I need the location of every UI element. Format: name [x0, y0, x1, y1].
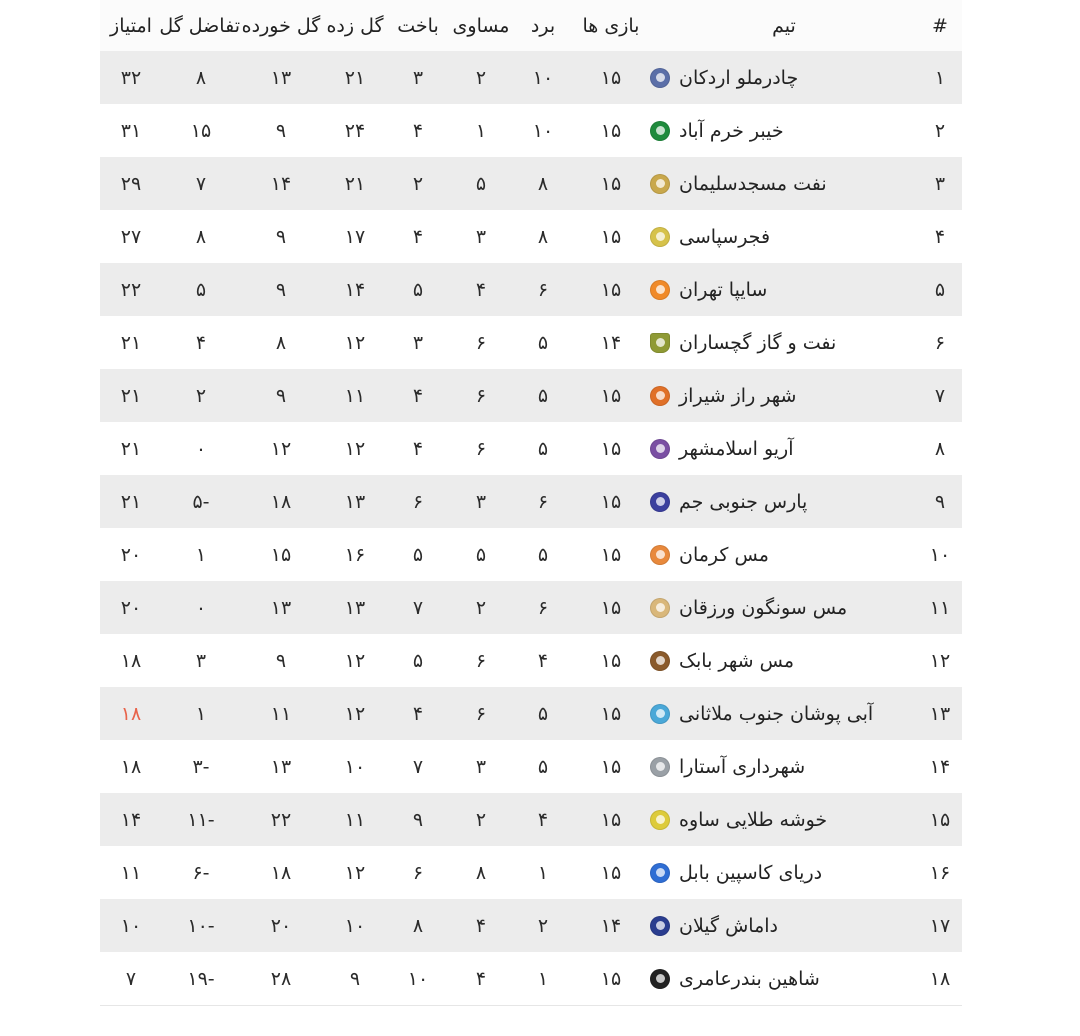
column-header-wins[interactable]: برد [514, 0, 572, 51]
team-entry [650, 634, 918, 687]
cell-goals-for: ۱۲ [322, 687, 388, 740]
cell-goal-diff: ۴ [162, 316, 240, 369]
cell-goals-for: ۱۰ [322, 899, 388, 952]
cell-goal-diff: ۱۵ [162, 104, 240, 157]
cell-goals-for: ۱۲ [322, 422, 388, 475]
cell-wins: ۸ [514, 210, 572, 263]
team-name: مس کرمان [679, 543, 769, 566]
cell-draws: ۴ [448, 899, 514, 952]
cell-draws: ۲ [448, 793, 514, 846]
cell-wins: ۴ [514, 793, 572, 846]
cell-draws: ۸ [448, 846, 514, 899]
table-row[interactable] [100, 793, 962, 846]
cell-losses: ۴ [388, 369, 448, 422]
cell-goals-against: ۲۲ [240, 793, 322, 846]
table-row[interactable] [100, 422, 962, 475]
cell-games: ۱۵ [572, 369, 650, 422]
column-header-losses[interactable]: باخت [388, 0, 448, 51]
cell-games: ۱۵ [572, 952, 650, 1006]
team-name: مس شهر بابک [679, 649, 795, 672]
crest-ario-icon [650, 439, 670, 459]
cell-rank: ۱۲ [918, 634, 962, 687]
team-entry [650, 581, 918, 634]
cell-goals-for: ۱۳ [322, 475, 388, 528]
cell-goals-against: ۱۵ [240, 528, 322, 581]
cell-wins: ۱۰ [514, 51, 572, 104]
team-name: پارس جنوبی جم [679, 490, 808, 513]
table-row[interactable] [100, 634, 962, 687]
team-entry [650, 422, 918, 475]
table-row[interactable] [100, 475, 962, 528]
cell-team[interactable] [650, 422, 918, 475]
cell-losses: ۳ [388, 51, 448, 104]
cell-draws: ۴ [448, 263, 514, 316]
cell-points: ۲۰ [100, 528, 162, 581]
crest-saipa-icon [650, 280, 670, 300]
cell-draws: ۳ [448, 475, 514, 528]
cell-goal-diff: ۰ [162, 581, 240, 634]
cell-goal-diff: ۸ [162, 51, 240, 104]
cell-rank: ۱۱ [918, 581, 962, 634]
cell-wins: ۶ [514, 581, 572, 634]
team-name: نفت و گاز گچساران [679, 331, 837, 354]
cell-draws: ۶ [448, 687, 514, 740]
cell-games: ۱۴ [572, 316, 650, 369]
cell-points: ۲۱ [100, 422, 162, 475]
cell-points: ۱۸ [100, 740, 162, 793]
cell-goal-diff: ۳ [162, 634, 240, 687]
cell-points: ۲۲ [100, 263, 162, 316]
cell-goals-against: ۲۰ [240, 899, 322, 952]
cell-goals-against: ۲۸ [240, 952, 322, 1006]
cell-team[interactable] [650, 899, 918, 952]
cell-rank: ۳ [918, 157, 962, 210]
cell-rank: ۲ [918, 104, 962, 157]
cell-draws: ۶ [448, 422, 514, 475]
cell-rank: ۵ [918, 263, 962, 316]
cell-losses: ۵ [388, 634, 448, 687]
cell-team[interactable] [650, 634, 918, 687]
column-header-goals-against[interactable]: گل خورده [240, 0, 322, 51]
crest-pars-jonoubi-icon [650, 492, 670, 512]
team-entry [650, 104, 918, 157]
cell-goal-diff: ۱ [162, 687, 240, 740]
cell-rank: ۱۷ [918, 899, 962, 952]
cell-goal-diff: ۲ [162, 369, 240, 422]
crest-astara-icon [650, 757, 670, 777]
cell-losses: ۵ [388, 263, 448, 316]
cell-goal-diff: ۸ [162, 210, 240, 263]
cell-wins: ۴ [514, 634, 572, 687]
crest-caspian-icon [650, 863, 670, 883]
team-entry [650, 316, 918, 369]
cell-team[interactable] [650, 210, 918, 263]
cell-goal-diff: ۷ [162, 157, 240, 210]
team-name: فجرسپاسی [679, 225, 771, 248]
cell-rank: ۸ [918, 422, 962, 475]
cell-draws: ۶ [448, 634, 514, 687]
cell-losses: ۳ [388, 316, 448, 369]
cell-points: ۲۱ [100, 316, 162, 369]
cell-points: ۲۹ [100, 157, 162, 210]
crest-chadormalou-icon [650, 68, 670, 88]
team-entry [650, 157, 918, 210]
table-row[interactable] [100, 952, 962, 1006]
cell-wins: ۵ [514, 369, 572, 422]
cell-rank: ۹ [918, 475, 962, 528]
cell-team[interactable] [650, 475, 918, 528]
table-row[interactable] [100, 210, 962, 263]
team-entry [650, 475, 918, 528]
cell-points: ۱۸ [100, 687, 162, 740]
cell-wins: ۵ [514, 528, 572, 581]
cell-goal-diff: ۱ [162, 528, 240, 581]
table-row[interactable] [100, 51, 962, 104]
cell-goals-for: ۲۱ [322, 51, 388, 104]
cell-games: ۱۵ [572, 210, 650, 263]
cell-wins: ۲ [514, 899, 572, 952]
cell-goals-for: ۱۳ [322, 581, 388, 634]
cell-team[interactable] [650, 263, 918, 316]
cell-losses: ۲ [388, 157, 448, 210]
table-header [100, 0, 962, 51]
cell-losses: ۷ [388, 581, 448, 634]
cell-team[interactable] [650, 157, 918, 210]
cell-losses: ۶ [388, 475, 448, 528]
table-row[interactable] [100, 687, 962, 740]
cell-losses: ۴ [388, 210, 448, 263]
cell-draws: ۵ [448, 528, 514, 581]
cell-draws: ۵ [448, 157, 514, 210]
team-name: چادرملو اردکان [679, 66, 799, 89]
cell-games: ۱۵ [572, 157, 650, 210]
cell-points: ۱۸ [100, 634, 162, 687]
team-name: شهر راز شیراز [679, 384, 797, 407]
column-header-games[interactable]: بازی ها [572, 0, 650, 51]
cell-goals-against: ۱۳ [240, 51, 322, 104]
cell-wins: ۵ [514, 422, 572, 475]
cell-rank: ۱۰ [918, 528, 962, 581]
cell-wins: ۱ [514, 846, 572, 899]
cell-draws: ۴ [448, 952, 514, 1006]
cell-goals-for: ۲۱ [322, 157, 388, 210]
crest-kheybar-icon [650, 121, 670, 141]
cell-wins: ۵ [514, 687, 572, 740]
cell-games: ۱۵ [572, 846, 650, 899]
crest-khosheh-talaei-icon [650, 810, 670, 830]
cell-points: ۲۰ [100, 581, 162, 634]
crest-gachsaran-icon [650, 333, 670, 353]
table-row[interactable] [100, 899, 962, 952]
team-name: دریای کاسپین بابل [679, 861, 823, 884]
cell-team[interactable] [650, 581, 918, 634]
cell-draws: ۱ [448, 104, 514, 157]
cell-games: ۱۵ [572, 687, 650, 740]
cell-goal-diff: -۱۰ [162, 899, 240, 952]
cell-points: ۱۱ [100, 846, 162, 899]
table-row[interactable] [100, 157, 962, 210]
crest-damash-icon [650, 916, 670, 936]
team-name: نفت مسجدسلیمان [679, 172, 827, 195]
cell-goal-diff: -۳ [162, 740, 240, 793]
column-header-team[interactable]: تیم [650, 0, 918, 51]
cell-wins: ۱ [514, 952, 572, 1006]
team-name: سایپا تهران [679, 278, 768, 301]
cell-points: ۲۷ [100, 210, 162, 263]
table-row[interactable] [100, 581, 962, 634]
cell-games: ۱۵ [572, 263, 650, 316]
cell-losses: ۴ [388, 687, 448, 740]
column-header-points[interactable]: امتیاز [100, 0, 162, 51]
cell-games: ۱۵ [572, 581, 650, 634]
column-header-draws[interactable]: مساوی [448, 0, 514, 51]
cell-goals-for: ۲۴ [322, 104, 388, 157]
league-standings-table [100, 0, 962, 1006]
cell-goals-against: ۱۳ [240, 581, 322, 634]
cell-rank: ۱۶ [918, 846, 962, 899]
cell-games: ۱۵ [572, 634, 650, 687]
cell-draws: ۶ [448, 369, 514, 422]
team-name: آریو اسلامشهر [679, 437, 794, 460]
cell-team[interactable] [650, 51, 918, 104]
cell-goals-against: ۱۸ [240, 846, 322, 899]
team-entry [650, 263, 918, 316]
cell-goal-diff: -۵ [162, 475, 240, 528]
cell-wins: ۱۰ [514, 104, 572, 157]
cell-goals-for: ۱۲ [322, 634, 388, 687]
crest-naft-mis-icon [650, 174, 670, 194]
cell-rank: ۶ [918, 316, 962, 369]
cell-team[interactable] [650, 740, 918, 793]
table-row[interactable] [100, 263, 962, 316]
cell-losses: ۶ [388, 846, 448, 899]
cell-losses: ۸ [388, 899, 448, 952]
cell-goals-against: ۱۱ [240, 687, 322, 740]
cell-wins: ۵ [514, 316, 572, 369]
cell-goals-for: ۱۱ [322, 369, 388, 422]
crest-shahin-icon [650, 969, 670, 989]
team-entry [650, 210, 918, 263]
cell-points: ۳۲ [100, 51, 162, 104]
cell-losses: ۷ [388, 740, 448, 793]
table-row[interactable] [100, 104, 962, 157]
cell-team[interactable] [650, 952, 918, 1006]
cell-draws: ۶ [448, 316, 514, 369]
team-entry [650, 899, 918, 952]
cell-wins: ۸ [514, 157, 572, 210]
crest-mes-babak-icon [650, 651, 670, 671]
cell-team[interactable] [650, 528, 918, 581]
cell-goals-against: ۹ [240, 263, 322, 316]
cell-goals-for: ۱۲ [322, 846, 388, 899]
cell-points: ۷ [100, 952, 162, 1006]
team-name: خیبر خرم آباد [679, 119, 784, 142]
team-entry [650, 687, 918, 740]
cell-goals-for: ۱۴ [322, 263, 388, 316]
team-entry [650, 51, 918, 104]
team-name: آبی پوشان جنوب ملاثانی [679, 702, 874, 725]
team-name: خوشه طلایی ساوه [679, 808, 828, 831]
team-name: شهرداری آستارا [679, 755, 806, 778]
cell-goals-against: ۹ [240, 104, 322, 157]
cell-team[interactable] [650, 104, 918, 157]
crest-shahr-raz-icon [650, 386, 670, 406]
cell-rank: ۱۳ [918, 687, 962, 740]
cell-team[interactable] [650, 846, 918, 899]
crest-abi-pooshan-icon [650, 704, 670, 724]
cell-rank: ۴ [918, 210, 962, 263]
team-name: داماش گیلان [679, 914, 779, 937]
table-row[interactable] [100, 740, 962, 793]
cell-losses: ۵ [388, 528, 448, 581]
team-entry [650, 740, 918, 793]
cell-rank: ۱ [918, 51, 962, 104]
cell-games: ۱۵ [572, 528, 650, 581]
cell-goal-diff: ۰ [162, 422, 240, 475]
cell-team[interactable] [650, 687, 918, 740]
cell-goals-for: ۱۶ [322, 528, 388, 581]
standings-table-container [110, 0, 962, 1006]
table-body [100, 51, 962, 1006]
cell-wins: ۶ [514, 263, 572, 316]
table-row[interactable] [100, 369, 962, 422]
cell-games: ۱۵ [572, 104, 650, 157]
cell-draws: ۲ [448, 581, 514, 634]
crest-fajr-sepasi-icon [650, 227, 670, 247]
cell-goal-diff: -۱۹ [162, 952, 240, 1006]
table-row[interactable] [100, 846, 962, 899]
cell-goals-against: ۱۴ [240, 157, 322, 210]
cell-rank: ۱۸ [918, 952, 962, 1006]
cell-team[interactable] [650, 793, 918, 846]
cell-draws: ۳ [448, 740, 514, 793]
cell-draws: ۳ [448, 210, 514, 263]
cell-points: ۱۴ [100, 793, 162, 846]
cell-rank: ۱۴ [918, 740, 962, 793]
header-row [100, 0, 962, 51]
table-row[interactable] [100, 528, 962, 581]
cell-wins: ۵ [514, 740, 572, 793]
cell-team[interactable] [650, 316, 918, 369]
cell-games: ۱۴ [572, 899, 650, 952]
cell-losses: ۴ [388, 104, 448, 157]
cell-goals-for: ۱۰ [322, 740, 388, 793]
cell-points: ۲۱ [100, 475, 162, 528]
cell-goals-against: ۱۲ [240, 422, 322, 475]
cell-rank: ۷ [918, 369, 962, 422]
cell-draws: ۲ [448, 51, 514, 104]
table-row[interactable] [100, 316, 962, 369]
cell-rank: ۱۵ [918, 793, 962, 846]
cell-goal-diff: -۶ [162, 846, 240, 899]
cell-goals-against: ۱۳ [240, 740, 322, 793]
cell-goals-against: ۹ [240, 210, 322, 263]
column-header-goals-for[interactable]: گل زده [322, 0, 388, 51]
team-name: شاهین بندرعامری [679, 967, 820, 990]
team-entry [650, 369, 918, 422]
cell-goals-against: ۱۸ [240, 475, 322, 528]
column-header-goal-diff[interactable]: تفاضل گل [162, 0, 240, 51]
team-entry [650, 952, 918, 1005]
team-entry [650, 793, 918, 846]
cell-goals-for: ۱۱ [322, 793, 388, 846]
cell-losses: ۹ [388, 793, 448, 846]
cell-points: ۱۰ [100, 899, 162, 952]
column-header-rank[interactable]: # [918, 0, 962, 51]
cell-games: ۱۵ [572, 51, 650, 104]
cell-goals-against: ۸ [240, 316, 322, 369]
cell-games: ۱۵ [572, 475, 650, 528]
cell-points: ۳۱ [100, 104, 162, 157]
crest-mes-sungun-icon [650, 598, 670, 618]
cell-losses: ۱۰ [388, 952, 448, 1006]
cell-goals-for: ۱۷ [322, 210, 388, 263]
cell-points: ۲۱ [100, 369, 162, 422]
cell-goal-diff: -۱۱ [162, 793, 240, 846]
cell-games: ۱۵ [572, 422, 650, 475]
cell-games: ۱۵ [572, 740, 650, 793]
cell-goals-for: ۱۲ [322, 316, 388, 369]
cell-goals-against: ۹ [240, 634, 322, 687]
cell-goal-diff: ۵ [162, 263, 240, 316]
team-entry [650, 846, 918, 899]
cell-goals-for: ۹ [322, 952, 388, 1006]
cell-team[interactable] [650, 369, 918, 422]
cell-wins: ۶ [514, 475, 572, 528]
cell-losses: ۴ [388, 422, 448, 475]
team-name: مس سونگون ورزقان [679, 596, 848, 619]
cell-goals-against: ۹ [240, 369, 322, 422]
crest-mes-kerman-icon [650, 545, 670, 565]
team-entry [650, 528, 918, 581]
cell-games: ۱۵ [572, 793, 650, 846]
